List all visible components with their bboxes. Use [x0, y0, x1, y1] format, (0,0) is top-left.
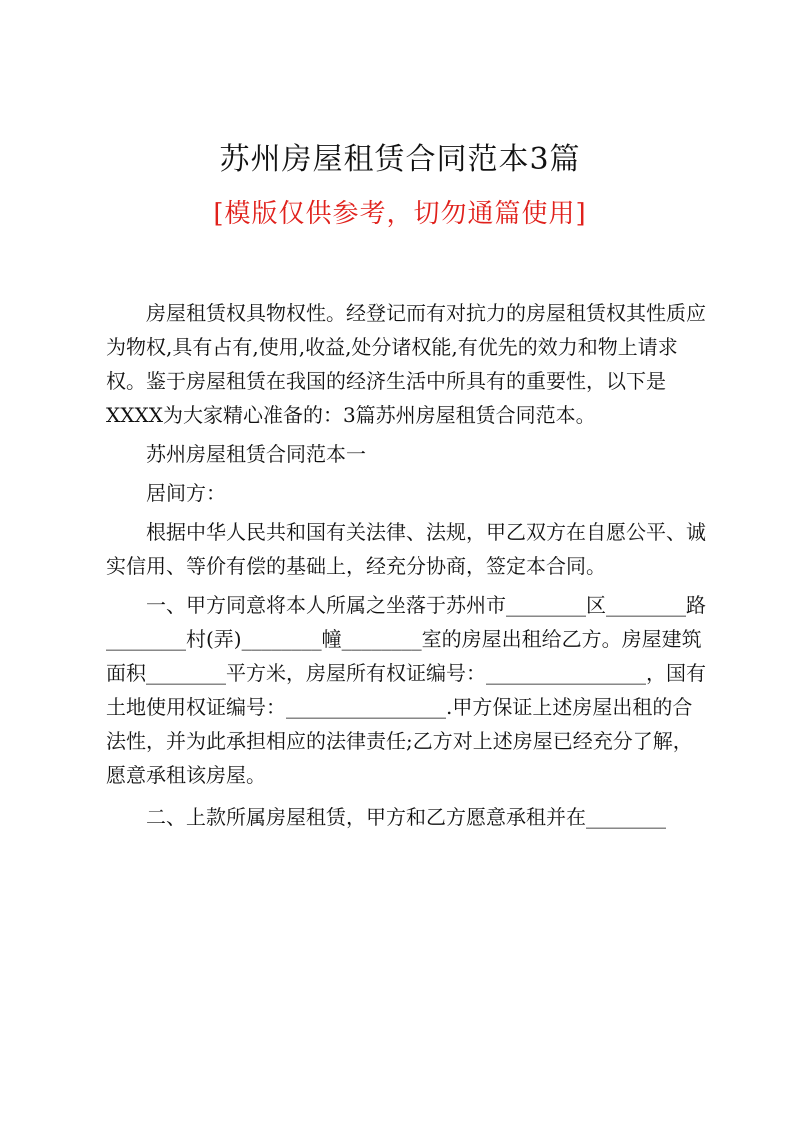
intro-paragraph: 房屋租赁权具物权性。经登记而有对抗力的房屋租赁权其性质应为物权,具有占有,使用,收益,处分诸权能,有优先的效力和物上请求权。鉴于房屋租赁在我国的经济生活中所具有的重要性，以下是XXXX为大家精心准备的：3篇苏州房屋租赁合同范本。 [106, 301, 706, 427]
section-heading: 苏州房屋租赁合同范本一 [146, 442, 366, 466]
document-body [106, 296, 706, 834]
clause-one-paragraph: 一、甲方同意将本人所属之坐落于苏州市________区________路________村(弄)________幢________室的房屋出租给乙方。房屋建筑面积________平方米，房屋所有权证编号：________________，国有土地使用权证编号：________________.甲方保证上述房屋出租的合法性，并为此承担相应的法律责任;乙方对上述房屋已经充分了解，愿意承租该房屋。 [106, 593, 706, 787]
document-title: 苏州房屋租赁合同范本3篇 [219, 142, 581, 177]
document-subtitle: [模版仅供参考，切勿通篇使用] [213, 199, 587, 229]
party-label: 居间方： [146, 481, 226, 505]
clause-two-paragraph: 二、上款所属房屋租赁，甲方和乙方愿意承租并在________ [146, 805, 666, 829]
preamble-paragraph: 根据中华人民共和国有关法律、法规，甲乙双方在自愿公平、诚实信用、等价有偿的基础上，经充分协商，签定本合同。 [106, 520, 706, 578]
